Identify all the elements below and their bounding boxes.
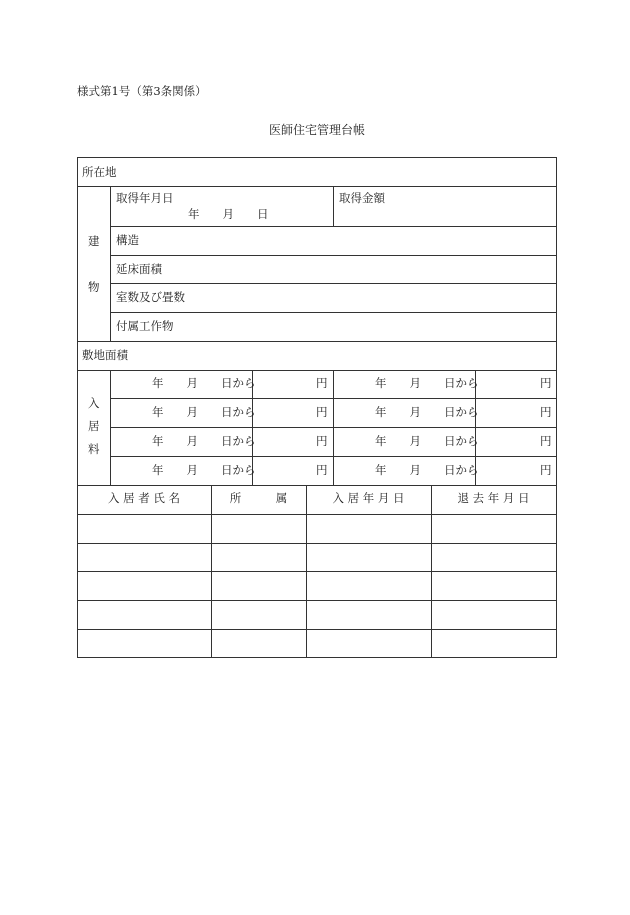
building-label-2: 物 (88, 280, 100, 294)
rent-yen-text: 円 (540, 376, 552, 390)
table-row (78, 630, 556, 657)
acquisition-date-placeholder: 年 月 日 (188, 207, 269, 221)
building-label-1: 建 (88, 234, 100, 248)
rent-period-text: 年 月 日から (152, 434, 256, 448)
acquisition-amount-label: 取得金額 (339, 191, 385, 205)
rent-yen-text: 円 (316, 463, 328, 477)
header-resident-name: 入 居 者 氏 名 (107, 491, 181, 505)
acquisition-date-label: 取得年月日 (116, 191, 174, 205)
rent-yen-text: 円 (316, 405, 328, 419)
rent-period-text: 年 月 日から (152, 376, 256, 390)
rent-label-char-1: 入 (88, 396, 100, 410)
structure-label: 構造 (116, 233, 139, 247)
rent-yen-text: 円 (316, 434, 328, 448)
rent-period-text: 年 月 日から (375, 463, 479, 477)
rooms-label: 室数及び畳数 (116, 290, 185, 304)
rent-period-text: 年 月 日から (375, 376, 479, 390)
floor-area-label: 延床面積 (116, 262, 162, 276)
table-row (78, 572, 556, 600)
table-row (78, 601, 556, 629)
rent-period-text: 年 月 日から (375, 405, 479, 419)
rent-yen-text: 円 (540, 463, 552, 477)
header-affiliation: 所 属 (229, 491, 288, 505)
table-row (78, 515, 556, 543)
rent-period-text: 年 月 日から (375, 434, 479, 448)
form-number: 様式第1号（第3条関係） (77, 84, 207, 98)
rent-yen-text: 円 (316, 376, 328, 390)
page-title: 医師住宅管理台帳 (268, 123, 365, 137)
site-area-label: 敷地面積 (82, 348, 128, 362)
rent-yen-text: 円 (540, 434, 552, 448)
attached-structures-label: 付属工作物 (116, 319, 174, 333)
rent-label-char-2: 居 (88, 419, 100, 433)
rent-yen-text: 円 (540, 405, 552, 419)
rent-label-char-3: 料 (88, 442, 100, 456)
header-move-in-date: 入 居 年 月 日 (332, 491, 405, 505)
location-label: 所在地 (82, 165, 117, 179)
rent-period-text: 年 月 日から (152, 463, 256, 477)
header-move-out-date: 退 去 年 月 日 (457, 491, 530, 505)
rent-period-text: 年 月 日から (152, 405, 256, 419)
table-row (78, 544, 556, 571)
